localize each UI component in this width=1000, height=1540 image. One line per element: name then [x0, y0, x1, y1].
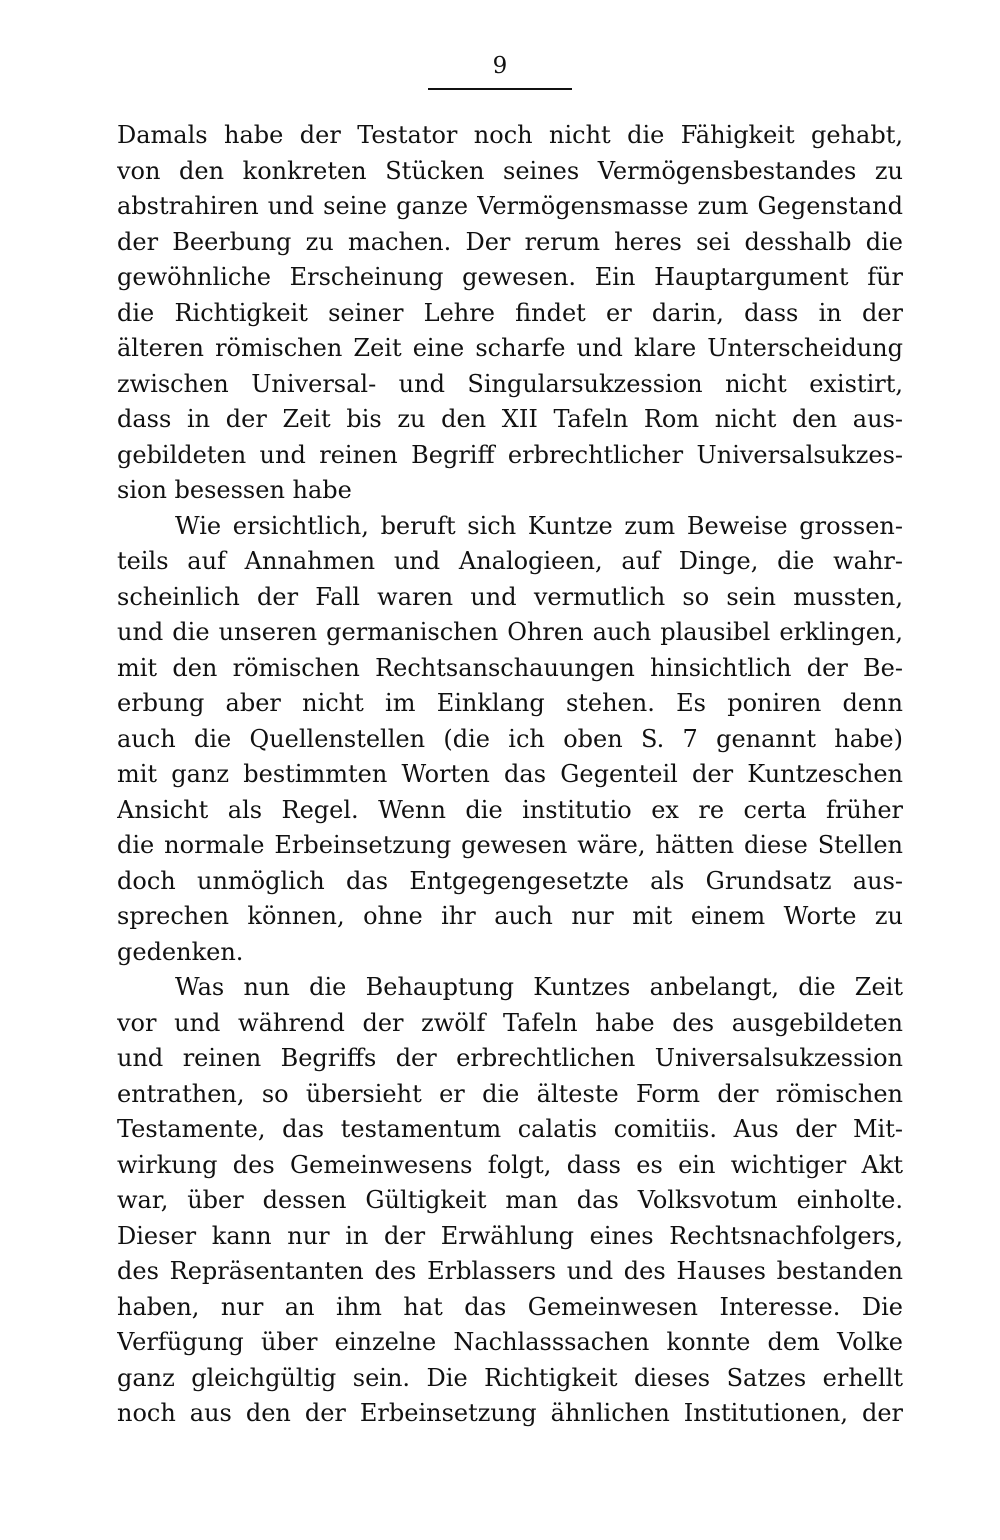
text-line: gedenken.: [117, 937, 244, 966]
text-line: scheinlich der Fall waren und vermutlich so sein mussten,: [117, 582, 903, 611]
text-line: der Beerbung zu machen. Der rerum heres sei desshalb die: [117, 227, 903, 256]
page-header: [428, 52, 572, 90]
text-line: des Repräsentanten des Erblassers und des Hauses bestanden: [117, 1257, 903, 1285]
text-line: sprechen können, ohne ihr auch nur mit einem Worte zu: [117, 902, 903, 930]
body-text: [117, 118, 903, 1432]
text-line: dass in der Zeit bis zu den XII Tafeln Rom nicht den aus-: [117, 405, 903, 433]
page-number: 9: [492, 53, 508, 79]
text-line: sion besessen habe: [117, 476, 352, 504]
text-line: die normale Erbeinsetzung gewesen wäre, hätten diese Stellen: [117, 831, 903, 859]
text-line: Verfügung über einzelne Nachlasssachen konnte dem Volke: [117, 1328, 903, 1356]
text-line: vor und während der zwölf Tafeln habe des ausgebildeten: [117, 1008, 903, 1037]
text-line: älteren römischen Zeit eine scharfe und klare Unterscheidung: [117, 334, 903, 362]
text-line: gewöhnliche Erscheinung gewesen. Ein Hauptargument für: [117, 263, 903, 291]
text-line: haben, nur an ihm hat das Gemeinwesen Interesse. Die: [117, 1292, 903, 1321]
text-line: und die unseren germanischen Ohren auch plausibel erklingen,: [117, 618, 903, 646]
text-line: die Richtigkeit seiner Lehre findet er darin, dass in der: [117, 298, 903, 327]
text-line: erbung aber nicht im Einklang stehen. Es poniren denn: [117, 689, 903, 717]
text-line: von den konkreten Stücken seines Vermögensbestandes zu: [117, 156, 903, 185]
text-line: wirkung des Gemeinwesens folgt, dass es ein wichtiger Akt: [117, 1150, 903, 1179]
text-line: und reinen Begriffs der erbrechtlichen Universalsukzession: [117, 1044, 903, 1072]
text-line: auch die Quellenstellen (die ich oben S. 7 genannt habe): [117, 724, 903, 753]
text-line: doch unmöglich das Entgegengesetzte als Grundsatz aus-: [117, 866, 903, 895]
text-line: Wie ersichtlich, beruft sich Kuntze zum Beweise grossen-: [175, 511, 903, 540]
text-line: Was nun die Behauptung Kuntzes anbelangt, die Zeit: [175, 973, 903, 1001]
text-line: mit ganz bestimmten Worten das Gegenteil der Kuntzeschen: [117, 760, 903, 788]
text-line: Damals habe der Testator noch nicht die Fähigkeit gehabt,: [117, 121, 903, 149]
text-line: teils auf Annahmen und Analogieen, auf Dinge, die wahr-: [117, 547, 903, 575]
text-line: noch aus den der Erbeinsetzung ähnlichen Institutionen, der: [117, 1399, 903, 1427]
text-line: war, über dessen Gültigkeit man das Volksvotum einholte.: [117, 1186, 903, 1214]
text-line: ganz gleichgültig sein. Die Richtigkeit dieses Satzes erhellt: [117, 1363, 903, 1392]
text-line: Ansicht als Regel. Wenn die institutio ex re certa früher: [117, 795, 903, 824]
text-line: Dieser kann nur in der Erwählung eines Rechtsnachfolgers,: [117, 1221, 903, 1250]
text-line: Testamente, das testamentum calatis comitiis. Aus der Mit-: [117, 1115, 903, 1143]
text-line: mit den römischen Rechtsanschauungen hinsichtlich der Be-: [117, 653, 903, 682]
text-line: abstrahiren und seine ganze Vermögensmasse zum Gegenstand: [117, 192, 903, 220]
text-line: entrathen, so übersieht er die älteste Form der römischen: [117, 1079, 903, 1108]
header-rule: [428, 88, 572, 90]
text-line: gebildeten und reinen Begriff erbrechtlicher Universalsukzes-: [117, 440, 903, 469]
text-line: zwischen Universal- und Singularsukzession nicht existirt,: [117, 369, 903, 398]
